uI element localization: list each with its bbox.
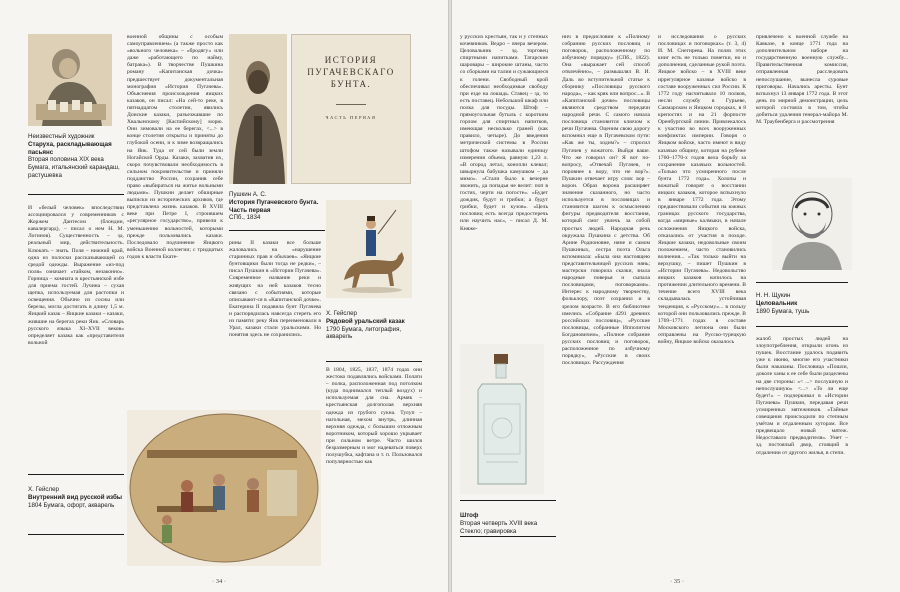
left-page [0,0,448,592]
caption-meta: 1790 Бумага, литография, акварель [326,325,402,341]
caption-title: Внутренний вид русской избы [28,493,123,501]
caption-old-woman [28,133,124,180]
text-column-2: нич в предисловии к «Полному собранию русских пословиц и поговорок, расположенному по азбучному порядку» (СПб., 1822). Она «выражает сей способ отвлечённо», – размышлял В. И. Даль во вступительной статье к сборнику «Пословицы русского народа», – как кряк или вопрос...». В «Капитанской дочке» пословицы являются средством передачи народной речи. С самого начала пословица становится ключом к речи Пугачева. Оценим свою дорогу вспомнил еще в Пугачевском пути: «Как же ты, ходим?» – спросил Пугачев у вожатого. Выйдя ваше. Что же говорил он? Я вот по-вопросу, «Отвечай Пугачев, и поровнее к вору, что не вор?». Пушкин отвечает игру слов: вор – ворон. Образ ворона расширяет значение сказанного, но часто используется в пословицах и становится шагом к осмыслению фигуры предводителя восстания, который смог увлечь за собой простых людей. Народная речь окружала Пушкина с детства. Об Арине Родионовне, няне и самом Пушкиных, сестра поэта Ольга вспоминала: «Была она настоящею представительницей русских нянь; мастерски говорила сказки, знала народные поверья и сыпала пословицами, поговорками». Интерес к народному творчеству, фольклору, поэт сохранил и в зрелом возрасте. В его библиотеке имелись «Собрание 4291 древних российских пословиц», «Русские пословицы, собранные Ипполитом Богдановичем», «Полное собрание русских пословиц и поговорок, расположенное по азбучному порядку», «Русские в своих пословицах. Рассуждения [562,34,650,367]
caption-meta: СПб., 1834 [229,214,261,222]
caption-author: Штоф [460,512,479,519]
caption-title: Рядовой уральский казак [326,317,405,325]
caption-shtof [460,512,556,535]
caption-cossack [326,310,422,341]
caption-rule [756,282,848,283]
page-number: · 35 · [670,578,685,585]
book-cover-line1: ИСТОРИЯ [324,55,378,65]
caption-tselovalnik [756,292,848,315]
caption-rule [326,361,422,362]
text-column-1: И «белый человек» впоследствии ассоциировался у современников с Жоржем Дантесом (блондин, кавалергард), – писал о нем Н. М. Логинов). Существенность – зд. реальный мир, действительность. Клюкать – знать. Поля – нижний край, одна из полоски рассказывающей со средой одежды. Выражение «из-под поля» означает «тайком, незаконно». Горница – комната в крестьянской избе для приема гостей. Лучина – сухая щепка, используемая для растопки и освещения. Обычно из сосны или березы, могла достигать в длину 1,5 м. Яицкий казак – Яицкие казаки – казаки, жившие на берегах реки Яик. «Словарь русского языка XI–XVII веков» определяет казака как «представителя вольной [28,205,124,346]
book-title-page-image [291,34,411,184]
caption-title: Целовальник [756,299,798,307]
tselovalnik-drawing-image [772,178,852,270]
caption-title: Старуха, раскладывающая пасьянс [28,140,112,156]
caption-meta: 1804 Бумага, офорт, акварель [28,501,115,509]
ural-cossack-image [326,200,412,298]
caption-rule [460,500,556,501]
caption-title: История Пугачевского бунта. Часть первая [229,198,319,214]
text-column-3: и исследования о русских пословицах и поговорках» (т. 3, 4) И. М. Снегирева. На полях этих книг есть не только пометки, но и дополнения, сделанные рукой поэта. Яицкое войско – в XVIII веке иррегулярное казачье войско в составе вооруженных сил России. К 1772 году насчитывало 10 полков, несли службу в Гурьеве, Сакмарском и Яицком городках, в 8 крепостях и на 21 форпосте Оренбургской линии. Привлекалось к участию во всех вооруженных конфликтах империи. Говоря о Яицком войске, часто имеют в виду казачью общину, которая на рубеже 1760–1770-х годов вела борьбу за сохранение казачьих вольностей. «Только что усмиренного после бунта 1772 года». Холопы и вожатый говорят о восстании яицких казаков, которое вспыхнуло в январе 1772 года. Этому предшествовали события на южных границах русского государства, когда «мирные» калмыки, в начале осложнения Яицкого войска, отказались от участия в походе. Яицкие казаки, недовольные своим положением, часто становились волнения... «Так только выйти на верхушку, – пишет Пушкин в «Истории Пугачева». Недовольство яицких казаков копилось на протяжении длительного времени. В течение всего XVIII века складывалась устойчивая тенденция, к «Русскому»... в пользу которой они пользовались прежде. В 1769–1771 годах в составе Московского легиона они были отправлены на Русско-турецкую войну, Яицкое войско оказалось [658,34,746,346]
right-page [452,0,900,592]
book-cover-line4: ЧАСТЬ ПЕРВАЯ [325,115,377,120]
shtof-bottle-image [460,344,544,494]
book-cover-divider [336,104,366,105]
caption-rule [28,194,124,195]
text-column-1: у русских крестьян, так и у степных кочевников. Ведро – вчера вечером. Целовальник – зд. торговец спиртными напитками. Татарские шаровары – широкие штаны, часто со сборками на талии и сужающиеся к голени. Свободный крой обеспечивал необходимые свободу при езде на лошадь. Ставец – зд. то есть поставец. Небольшой шкаф или полка для посуды. Штоф – прямоугольная бутыль с коротким горлом для спиртных напитков, имеющая несколько граней (как правило, четыре). До введения метрической системы в России штофом также называли единицу измерения объема, равную 1,23 л. «В огород летал, конопли клевал; швырнула бабушка камушком – да мимо». «Стали было к вечерне звонить, да попадья не велит: поп в гостях, черти на погосте». «Будет дождик, будут и грибки; а будут грибки, будет и кузов». «Цель пословиц есть всегда предостеречь или научить нас», – писал Д. М. Княже- [460,34,548,232]
caption-meta: 1890 Бумага, тушь [756,307,810,315]
text-column-5: жалоб простых людей на злоупотребления, открыли огонь из пушек. Восстание удалось подавить уже к июню, многие его участники были наказаны. Пословица «Пошли, доколе ханы к ее себе были разделены на две стороны: «< ...> послушную и непослушную» <...> «То ли еще будет!» – подчеркивал в «Истории Пугачева» Пушкин, передавая речи усмиренных мятежников. «Тайные совещания происходили по степным умётам и отдаленным хуторам. Все предвещало новый мятеж. Недоставало предводителя». Умет – зд. постоялый двор, стоящий в отдалении от другого жилья, в степи. [756,336,848,456]
caption-rule [756,326,848,327]
izba-interior-image [127,410,321,566]
caption-author: Пушкин А. С. [229,191,267,198]
caption-author: Н. Н. Щукин [756,292,791,299]
caption-izba [28,486,124,509]
book-cover-line2: ПУГАЧЕВСКАГО [307,67,395,77]
caption-rule [460,536,556,537]
book-cover-line3: БУНТА. [330,79,372,89]
old-woman-drawing-image [28,34,112,126]
caption-pugachev-book [229,191,325,222]
text-column-2: военной общины с особым самоуправлением» (а также просто как «вольного человека» – «бродягу» или даже «работающего по найму, батрака»). В творчестве Пушкина роману «Капитанская дочка» предшествует документальная монография «История Пугачева». Объяснения происхождения яицких казаков, он писал: «На сей-то реке, в пятнадцатом столетии, явились Донские казаки, разъезжавшие по Хвалынскому [Каспийскому] морю. Они зимовали на ее берегах, <...> в конце столетия открыты и приняты до глубокой осени, и к зиме возвращались на Яик. Туда от сей были земли Ногайской Орды. Казаки, захватив их, скоро почувствовали необходимость в сильном покровительстве и приняли подданство России, сохранив себе право «выбираться на житье вольными людьми». Пушкин делает обширные выписки из исторических архивов, где представлена жизнь казаков. В XVIII веке при Петре I, строившем «регулярное государство», привели к уменьшению вольностей, которыми прежде пользовались казаки. Последовало подчинение Яицкого войска Военной коллегии; с тридцатых годов к власти Екате- [127,34,223,260]
caption-author: Х. Гейслер [326,310,357,317]
caption-rule [28,534,124,535]
caption-rule [28,474,124,475]
caption-author: Неизвестный художник [28,133,95,140]
page-number: · 34 · [212,578,227,585]
caption-author: Х. Гейслер [28,486,59,493]
caption-meta: Вторая половина XIX века Бумага, итальянский карандаш, растушевка [28,156,120,179]
caption-rule [229,230,325,231]
text-column-3: рины II казаки все больше жаловались на «нарушение старинных прав и обычаев». «Яицкие бунтовщики были тогда не редки», – писал Пушкин в «Истории Пугачева». Современное название реки и живущих на ней казаков тесно связано с событиями, которые описывают-ся в «Капитанской дочке». Екатерина II подавила бунт Пугачева и распорядилась навсегда стереть его из памяти: реку Яик переименовали в Урал, казаки стали уральскими. Но понятия здесь не сохранились. [229,240,321,339]
pugachev-portrait-image [229,34,287,184]
caption-meta: Вторая четверть XVIII века Стекло; гравировка [460,519,538,535]
text-column-4: привлечено к военной службе на Кавказе, в конце 1771 года на дополнительном наборе на государственную военную службу... Правительственная комиссия, отправленная расследовать непослушание, вынесла суровые приговоры. Начались аресты. Бунт вспыхнул 13 января 1772 года. В этот день по мирной демонстрации, цель которой состояла в том, чтобы добиться удаления генерал-майора М. М. Траубенберга и рассмотрения [756,34,848,126]
text-column-4: В 1804, 1825, 1837, 1874 годах они жестоко подавлялись войсками. Полати – полка, расположенная под потолком (куда поднимался теплый воздух) и используемая для сна. Армяк – крестьянская долгополая верхняя одежда из грубого сукна. Тулуп – нагольная, мехом внутрь, длинная верхняя одежда, с большим отложным воротником, который хорошо укрывает при сильном ветре. Часто шился безразмерным и мог надеваться поверх полушубка, кафтана и т. п. Пользовался популярностью как [326,367,422,466]
